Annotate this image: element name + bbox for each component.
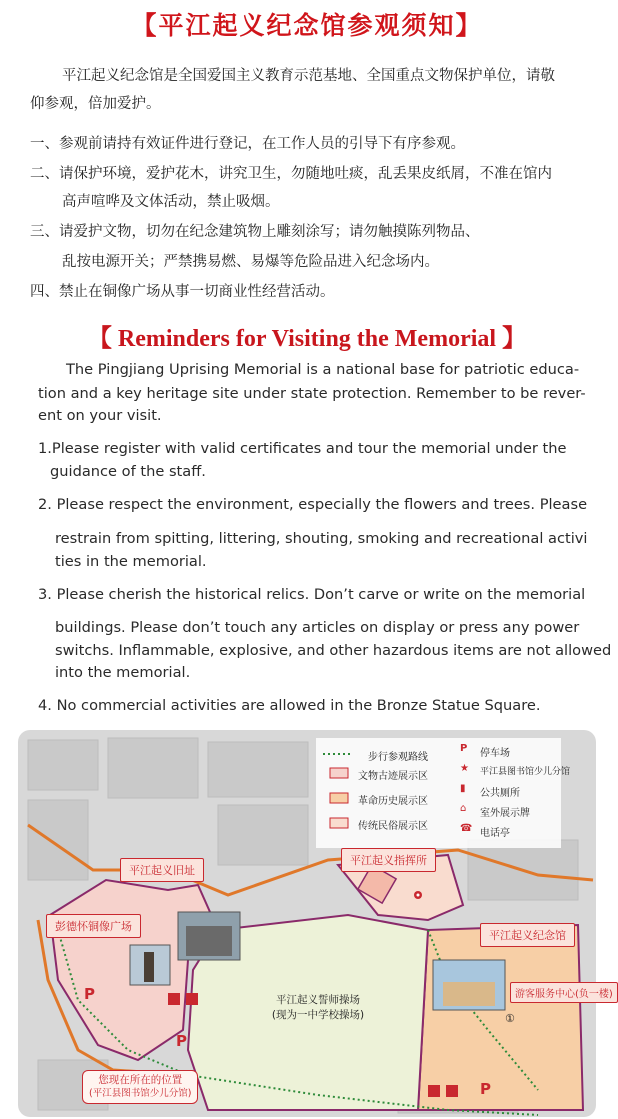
cn-rule-3-line1: 三、请爱护文物，切勿在纪念建筑物上雕刻涂写；请勿触摸陈列物品、: [30, 224, 480, 240]
legend-revolution-swatch: [330, 793, 348, 803]
en-rule-1-line2: guidance of the staff.: [50, 463, 206, 480]
cn-rule-3-line2: 乱按电源开关；严禁携易燃、易爆等危险品进入纪念场内。: [62, 254, 439, 270]
legend-parking-icon: P: [460, 743, 468, 754]
legend-phone-label: 电话亭: [480, 828, 510, 839]
parking-marker: P: [84, 985, 95, 1003]
toilet-icon: [428, 1085, 440, 1097]
legend-board-label: 室外展示牌: [480, 808, 530, 819]
legend-library-icon: ★: [460, 763, 469, 774]
you-are-here-label: [82, 1070, 198, 1104]
legend-toilet-label: 公共厕所: [480, 788, 520, 799]
en-rule-3-line3: switchs. Inflammable, explosive, and other hazardous items are not allowed: [55, 642, 612, 659]
en-rule-1-line1: 1.Please register with valid certificates and tour the memorial under the: [38, 440, 567, 457]
parade-field-name: 平江起义誓师操场: [276, 994, 360, 1006]
parade-field-label: [258, 993, 378, 1023]
en-rule-2-line3: ties in the memorial.: [55, 553, 207, 570]
legend-parking-label: 停车场: [480, 748, 510, 759]
legend-folk-swatch: [330, 818, 348, 828]
cn-rule-2-line2: 高声喧哗及文体活动，禁止吸烟。: [62, 194, 280, 210]
en-rule-2-line1: 2. Please respect the environment, especially the flowers and trees. Please: [38, 496, 588, 513]
statue-square-label: 彭德怀铜像广场: [46, 914, 141, 938]
cn-rule-4: 四、禁止在铜像广场从事一切商业性经营活动。: [30, 284, 335, 300]
en-title: 【 Reminders for Visiting the Memorial 】: [87, 326, 527, 352]
cn-rule-1: 一、参观前请持有效证件进行登记，在工作人员的引导下有序参观。: [30, 136, 465, 152]
legend-toilet-icon: ▮: [460, 783, 466, 794]
memorial-label: 平江起义纪念馆: [480, 923, 575, 947]
parking-marker: P: [480, 1080, 491, 1098]
parade-field-note: (现为一中学校操场): [271, 1009, 365, 1021]
legend-route-label: 步行参观路线: [368, 752, 428, 763]
toilet-icon: [446, 1085, 458, 1097]
circle-one-marker: ①: [505, 1012, 515, 1025]
revolution-zone: [418, 925, 583, 1110]
map-block: [28, 800, 88, 880]
legend-relics-swatch: [330, 768, 348, 778]
map-block: [218, 805, 308, 865]
hq-label: 平江起义指挥所: [341, 848, 436, 872]
en-rule-3-line4: into the memorial.: [55, 664, 191, 681]
en-intro-line3: ent on your visit.: [38, 407, 162, 424]
memorial-site-map: [18, 730, 613, 1117]
map-block: [208, 742, 308, 797]
toilet-icon: [186, 993, 198, 1005]
map-block: [28, 740, 98, 790]
en-rule-3-line2: buildings. Please don’t touch any articles on display or press any power: [55, 619, 580, 636]
en-rule-3-line1: 3. Please cherish the historical relics. Don’t carve or write on the memorial: [38, 586, 586, 603]
you-are-here-note: (平江县图书馆少儿分馆): [89, 1088, 192, 1099]
en-rule-2-line2: restrain from spitting, littering, shouting, smoking and recreational activi: [55, 530, 588, 547]
en-intro-line2: tion and a key heritage site under state protection. Remember to be rever-: [38, 385, 586, 402]
board-icon-dot: [417, 894, 420, 897]
legend-board-icon: ⌂: [460, 803, 467, 814]
old-site-photo-building: [186, 926, 232, 956]
old-site-label: 平江起义旧址: [120, 858, 204, 882]
cn-intro-line1: 平江起义纪念馆是全国爱国主义教育示范基地、全国重点文物保护单位，请敬: [62, 68, 555, 84]
legend-panel: [316, 738, 561, 848]
cn-rule-2-line1: 二、请保护环境，爱护花木，讲究卫生，勿随地吐痰，乱丢果皮纸屑，不准在馆内: [30, 166, 552, 182]
you-are-here-text: 您现在所在的位置: [98, 1074, 183, 1086]
legend-folk-label: 传统民俗展示区: [358, 821, 428, 832]
cn-title: 【平江起义纪念馆参观须知】: [131, 11, 483, 40]
en-rule-4: 4. No commercial activities are allowed in the Bronze Statue Square.: [38, 697, 541, 714]
memorial-photo-building: [443, 982, 495, 1006]
legend-phone-icon: ☎: [460, 823, 473, 834]
legend-revolution-label: 革命历史展示区: [358, 796, 428, 807]
service-center-label: 游客服务中心(负一楼): [510, 982, 618, 1003]
map-block: [108, 738, 198, 798]
en-intro-line1: The Pingjiang Uprising Memorial is a national base for patriotic educa-: [66, 361, 580, 378]
cn-intro-line2: 仰参观，倍加爱护。: [30, 96, 161, 112]
legend-library-label: 平江县图书馆少儿分馆: [480, 767, 571, 777]
legend-relics-label: 文物古迹展示区: [358, 771, 428, 782]
statue-photo-figure: [144, 952, 154, 982]
parking-marker: P: [176, 1032, 187, 1050]
library-icon: [168, 993, 180, 1005]
